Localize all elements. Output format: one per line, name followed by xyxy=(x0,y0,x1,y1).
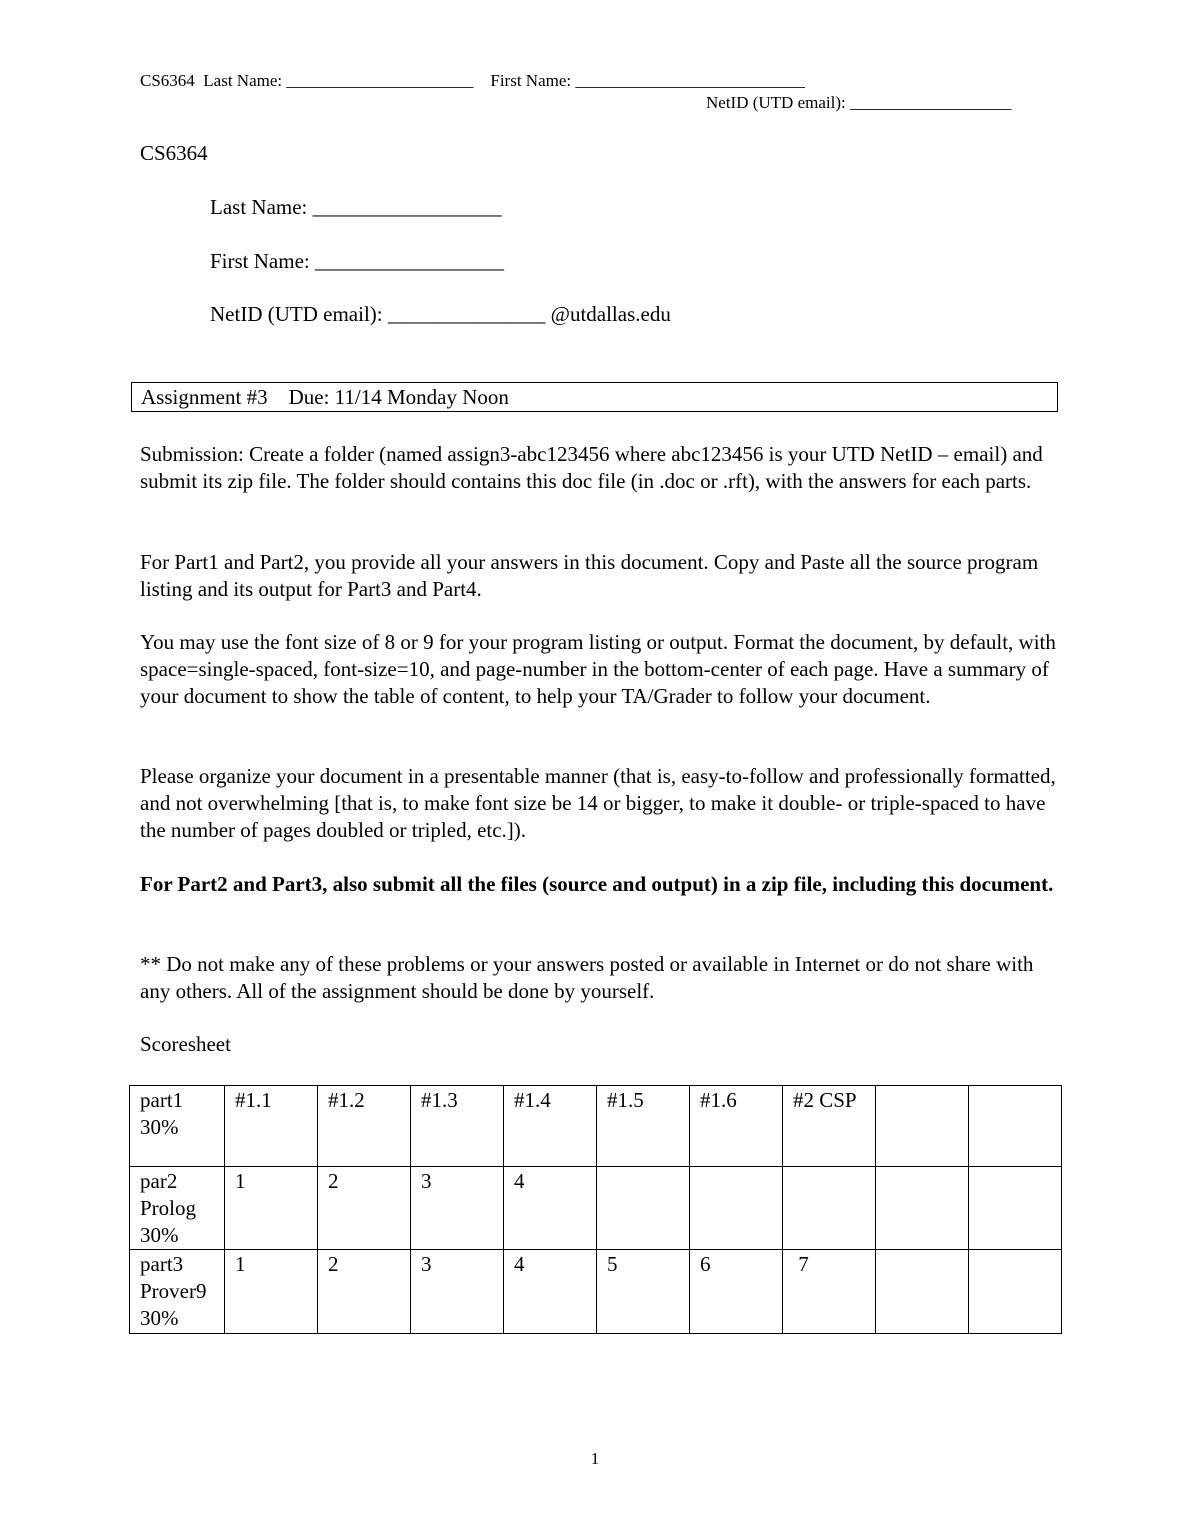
scoresheet-cell: 1 xyxy=(225,1250,318,1334)
scoresheet-cell: 6 xyxy=(690,1250,783,1334)
scoresheet-cell: #1.4 xyxy=(504,1086,597,1167)
scoresheet-cell xyxy=(876,1250,969,1334)
part1-part2-paragraph: For Part1 and Part2, you provide all your answers in this document. Copy and Paste all the source program listing and its output for Part3 and Part4. xyxy=(140,550,1039,601)
scoresheet-row-label: part3 Prover9 30% xyxy=(130,1250,225,1334)
scoresheet-cell: 4 xyxy=(504,1250,597,1334)
scoresheet-cell: 1 xyxy=(225,1167,318,1250)
scoresheet-cell: 2 xyxy=(318,1250,411,1334)
scoresheet-cell xyxy=(690,1167,783,1250)
scoresheet-cell xyxy=(597,1167,690,1250)
organize-paragraph: Please organize your document in a presentable manner (that is, easy-to-follow and professionally formatted, and not overwhelming [that is, to make font size be 14 or bigger, to make it double- or triple-spaced to have the number of pages doubled or tripled, etc.]). xyxy=(140,764,1056,842)
scoresheet-cell: #2 CSP xyxy=(783,1086,876,1167)
scoresheet-cell: 2 xyxy=(318,1167,411,1250)
scoresheet-label: Scoresheet xyxy=(140,1032,231,1056)
scoresheet-cell: #1.6 xyxy=(690,1086,783,1167)
scoresheet-cell xyxy=(969,1086,1062,1167)
page-number: 1 xyxy=(590,1449,600,1468)
integrity-paragraph: ** Do not make any of these problems or your answers posted or available in Internet or do not share with any others. All of the assignment should be done by yourself. xyxy=(140,952,1034,1003)
scoresheet-cell: #1.2 xyxy=(318,1086,411,1167)
scoresheet-row-label: par2 Prolog 30% xyxy=(130,1167,225,1250)
scoresheet-cell: #1.5 xyxy=(597,1086,690,1167)
last-name-field: Last Name: __________________ xyxy=(210,195,502,219)
running-header-line1: CS6364 Last Name: ______________________ First Name: ___________________________ xyxy=(140,71,805,90)
scoresheet-cell xyxy=(783,1167,876,1250)
scoresheet-cell: #1.3 xyxy=(411,1086,504,1167)
scoresheet-cell xyxy=(969,1250,1062,1334)
assignment-title-box xyxy=(131,382,1058,412)
scoresheet-cell: 3 xyxy=(411,1167,504,1250)
scoresheet-cell: #1.1 xyxy=(225,1086,318,1167)
scoresheet-cell xyxy=(876,1167,969,1250)
font-size-paragraph: You may use the font size of 8 or 9 for your program listing or output. Format the document, by default, with space=single-spaced, font-size=10, and page-number in the bottom-center of each page. Have a summary of your document to show the table of content, to help your TA/Grader to follow your document. xyxy=(140,630,1056,708)
scoresheet-cell: 4 xyxy=(504,1167,597,1250)
scoresheet-cell: 7 xyxy=(783,1250,876,1334)
zip-instruction-paragraph: For Part2 and Part3, also submit all the files (source and output) in a zip file, including this document. xyxy=(140,872,1054,896)
scoresheet-row xyxy=(130,1250,1062,1334)
scoresheet-cell xyxy=(969,1167,1062,1250)
assignment-title: Assignment #3 Due: 11/14 Monday Noon xyxy=(141,385,509,409)
course-code: CS6364 xyxy=(140,141,208,165)
submission-paragraph: Submission: Create a folder (named assign3-abc123456 where abc123456 is your UTD NetID – email) and submit its zip file. The folder should contains this doc file (in .doc or .rft), with the answers for each parts. xyxy=(140,442,1043,493)
scoresheet-cell: 5 xyxy=(597,1250,690,1334)
scoresheet-cell xyxy=(876,1086,969,1167)
running-header-netid: NetID (UTD email): ___________________ xyxy=(706,93,1012,112)
scoresheet-table xyxy=(129,1085,1062,1334)
netid-field: NetID (UTD email): _______________ @utdallas.edu xyxy=(210,302,671,326)
first-name-field: First Name: __________________ xyxy=(210,249,504,273)
scoresheet-row xyxy=(130,1086,1062,1167)
scoresheet-row-label: part1 30% xyxy=(130,1086,225,1167)
scoresheet-cell: 3 xyxy=(411,1250,504,1334)
scoresheet-row xyxy=(130,1167,1062,1250)
